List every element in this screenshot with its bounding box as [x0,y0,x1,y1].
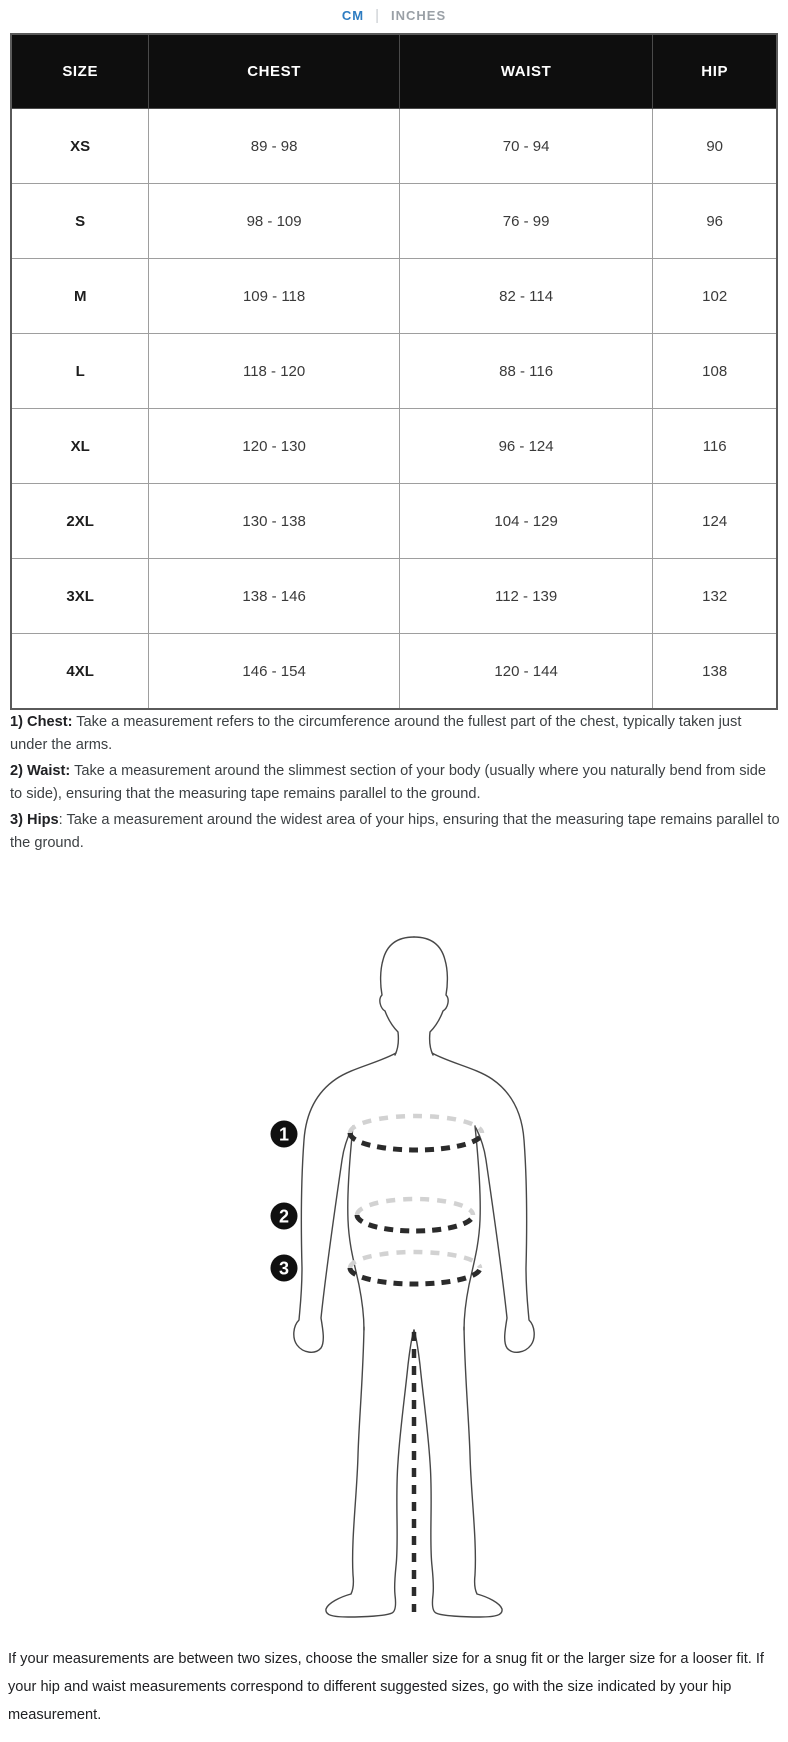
header-hip: HIP [653,34,777,109]
table-row [11,409,777,484]
waist-cell: 82 - 114 [399,259,653,334]
size-cell: XL [11,409,149,484]
header-chest: CHEST [149,34,399,109]
head-outline [380,937,414,1055]
waist-cell: 76 - 99 [399,184,653,259]
chest-cell: 98 - 109 [149,184,399,259]
hip-cell: 138 [653,634,777,710]
note-chest: 1) Chest: Take a measurement refers to the circumference around the fullest part of the chest, typically taken just under the arms. [10,714,742,753]
chest-cell: 118 - 120 [149,334,399,409]
table-row [11,484,777,559]
unit-toggle-cm[interactable]: CM [341,8,365,23]
table-header-row [11,34,777,109]
hip-cell: 90 [653,109,777,184]
size-cell: L [11,334,149,409]
unit-toggle [0,7,788,24]
hip-cell: 96 [653,184,777,259]
hip-cell: 132 [653,559,777,634]
waist-cell: 70 - 94 [399,109,653,184]
marker-3 [271,1255,298,1282]
header-waist: WAIST [399,34,653,109]
chest-cell: 89 - 98 [149,109,399,184]
leg-outline [326,1327,414,1617]
hips-line-front [350,1268,480,1284]
waist-line-front [357,1215,473,1231]
size-cell: S [11,184,149,259]
hip-cell: 116 [653,409,777,484]
size-chart-table [10,33,778,710]
table-row [11,334,777,409]
chest-line-front [350,1133,482,1150]
table-row [11,559,777,634]
hip-cell: 108 [653,334,777,409]
note-waist: 2) Waist: Take a measurement around the slimmest section of your body (usually where you naturally bend from side to side), ensuring that the measuring tape remains parallel to the ground. [10,763,766,802]
hip-cell: 102 [653,259,777,334]
waist-line-back [357,1199,473,1215]
waist-cell: 88 - 116 [399,334,653,409]
size-cell: XS [11,109,149,184]
table-row [11,259,777,334]
chest-cell: 146 - 154 [149,634,399,710]
marker-2-number: 2 [278,1206,290,1227]
table-row [11,184,777,259]
torso-outline [348,1126,364,1330]
marker-3-number: 3 [278,1258,290,1279]
chest-cell: 138 - 146 [149,559,399,634]
table-row [11,634,777,710]
unit-toggle-separator: | [375,7,380,24]
measurement-notes [10,711,782,858]
waist-cell: 112 - 139 [399,559,653,634]
waist-cell: 96 - 124 [399,409,653,484]
sizing-advice-note: If your measurements are between two sizes, choose the smaller size for a snug fit or the larger size for a looser fit. If your hip and waist measurements correspond to different suggested sizes, go with the size indicated by your hip measurement. [8,1651,764,1723]
header-size: SIZE [11,34,149,109]
chest-cell: 120 - 130 [149,409,399,484]
chest-line-back [350,1116,482,1133]
marker-1 [271,1121,298,1148]
unit-toggle-inches[interactable]: INCHES [391,8,447,23]
chest-cell: 130 - 138 [149,484,399,559]
size-cell: 3XL [11,559,149,634]
chest-cell: 109 - 118 [149,259,399,334]
size-cell: 4XL [11,634,149,710]
hip-cell: 124 [653,484,777,559]
body-measurement-diagram [255,925,580,1625]
size-cell: 2XL [11,484,149,559]
size-cell: M [11,259,149,334]
marker-1-number: 1 [278,1124,290,1145]
arm-outline [294,1053,396,1352]
hips-line-back [350,1252,480,1268]
marker-2 [271,1203,298,1230]
table-row [11,109,777,184]
waist-cell: 120 - 144 [399,634,653,710]
note-hips: 3) Hips: Take a measurement around the widest area of your hips, ensuring that the measuring tape remains parallel to the ground. [10,812,780,851]
waist-cell: 104 - 129 [399,484,653,559]
